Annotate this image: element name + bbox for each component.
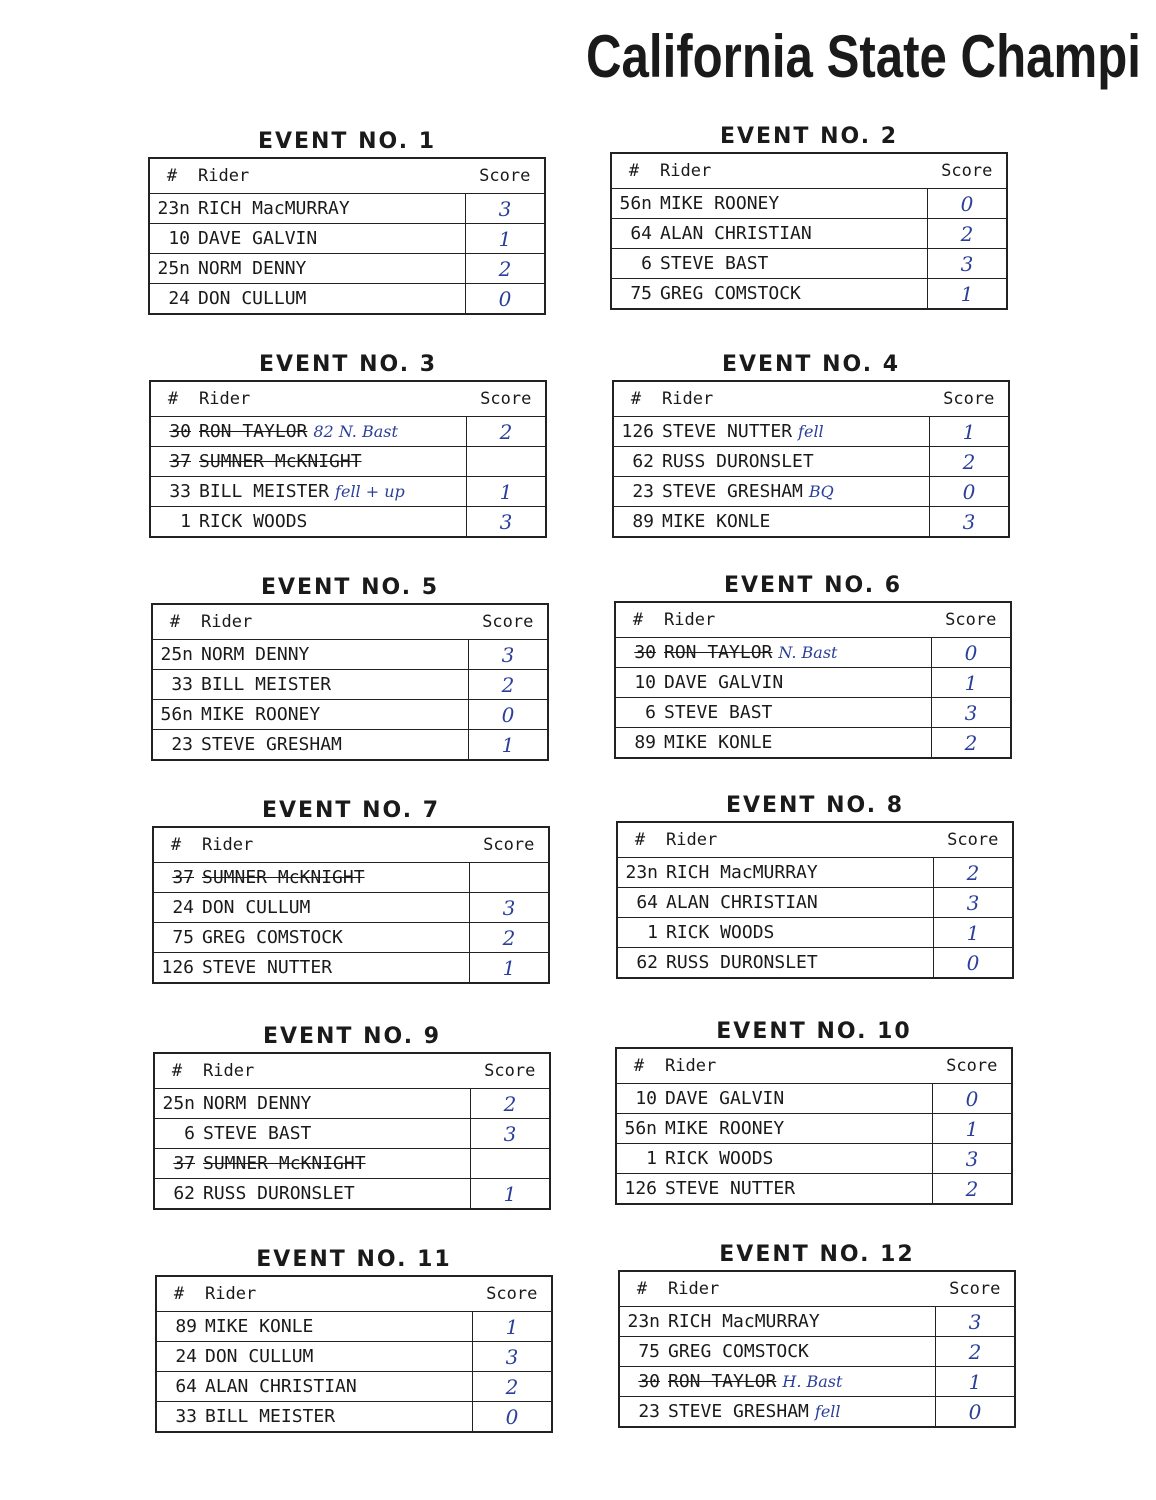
header-num: # [615, 602, 660, 638]
table-row [152, 700, 548, 730]
rider-name: DAVE GALVIN [665, 1088, 785, 1109]
table-header [153, 827, 549, 863]
event-9 [153, 1022, 551, 1210]
rider-number: 64 [630, 223, 652, 244]
rider-number: 23 [638, 1401, 660, 1422]
header-num: # [617, 822, 662, 858]
rider-score: 1 [501, 732, 515, 757]
table-row [613, 417, 1009, 447]
rider-score: 2 [966, 860, 980, 885]
rider-name: DON CULLUM [202, 897, 311, 918]
rider-number: 30 [638, 1371, 660, 1392]
rider-name: ALAN CHRISTIAN [666, 892, 818, 913]
table-row [154, 1149, 550, 1179]
score-table [618, 1270, 1016, 1428]
table-row [619, 1307, 1015, 1337]
rider-name: SUMNER McKNIGHT [202, 867, 365, 888]
rider-score: 3 [965, 1146, 979, 1171]
table-row [149, 284, 545, 315]
rider-number: 30 [169, 421, 191, 442]
table-row [616, 1174, 1012, 1205]
header-score: Score [469, 604, 549, 640]
header-num: # [150, 381, 195, 417]
header-num: # [156, 1276, 201, 1312]
rider-score: 3 [966, 890, 980, 915]
rider-number: 126 [161, 957, 194, 978]
score-table [610, 152, 1008, 310]
header-score: Score [471, 1053, 551, 1089]
rider-score: 2 [968, 1339, 982, 1364]
rider-score: 3 [499, 509, 513, 534]
table-row [619, 1337, 1015, 1367]
table-row [153, 863, 549, 893]
event-title: EVENT NO. 2 [719, 124, 899, 149]
rider-score: 0 [966, 950, 980, 975]
rider-score: 2 [499, 419, 513, 444]
event-title: EVENT NO. 1 [257, 129, 437, 154]
score-table [612, 380, 1010, 538]
rider-name: DAVE GALVIN [198, 228, 318, 249]
score-table [153, 1052, 551, 1210]
table-header [149, 158, 545, 194]
rider-name: STEVE NUTTER [662, 421, 793, 442]
rider-score: 2 [960, 221, 974, 246]
rider-number: 25n [162, 1093, 195, 1114]
rider-name: ALAN CHRISTIAN [205, 1376, 357, 1397]
handwritten-note: N. Bast [778, 643, 838, 662]
rider-score: 2 [964, 730, 978, 755]
rider-number: 6 [184, 1123, 195, 1144]
table-row [150, 447, 546, 477]
header-score: Score [473, 1276, 553, 1312]
event-title: EVENT NO. 5 [260, 575, 440, 600]
table-row [611, 279, 1007, 310]
rider-name: NORM DENNY [198, 258, 307, 279]
rider-score: 3 [968, 1309, 982, 1334]
rider-score: 1 [502, 955, 516, 980]
event-title: EVENT NO. 4 [721, 352, 901, 377]
rider-score: 3 [502, 895, 516, 920]
rider-number: 23n [157, 198, 190, 219]
header-score: Score [932, 602, 1012, 638]
rider-number: 10 [635, 1088, 657, 1109]
rider-number: 62 [636, 952, 658, 973]
table-header [611, 153, 1007, 189]
rider-name: DAVE GALVIN [664, 672, 784, 693]
table-row [617, 918, 1013, 948]
table-row [611, 219, 1007, 249]
rider-name: MIKE KONLE [662, 511, 771, 532]
score-table [151, 603, 549, 761]
rider-name: BILL MEISTER [199, 481, 330, 502]
table-row [611, 249, 1007, 279]
table-row [150, 507, 546, 538]
rider-name: DON CULLUM [198, 288, 307, 309]
rider-score: 2 [502, 925, 516, 950]
event-title: EVENT NO. 11 [256, 1247, 452, 1272]
handwritten-note: H. Bast [782, 1372, 843, 1391]
rider-number: 24 [172, 897, 194, 918]
rider-score: 0 [964, 640, 978, 665]
table-row [153, 893, 549, 923]
table-row [617, 858, 1013, 888]
rider-name: MIKE KONLE [664, 732, 773, 753]
rider-number: 10 [634, 672, 656, 693]
event-12 [618, 1240, 1016, 1428]
rider-score: 2 [962, 449, 976, 474]
rider-name: STEVE BAST [660, 253, 769, 274]
event-title: EVENT NO. 3 [258, 352, 438, 377]
rider-score: 1 [968, 1369, 982, 1394]
event-1 [148, 127, 546, 315]
header-rider: Rider [661, 1048, 933, 1084]
table-header [616, 1048, 1012, 1084]
rider-name: MIKE ROONEY [665, 1118, 785, 1139]
rider-score: 2 [965, 1176, 979, 1201]
rider-name: RON TAYLOR [668, 1371, 777, 1392]
rider-number: 75 [630, 283, 652, 304]
event-4 [612, 350, 1010, 538]
rider-name: STEVE GRESHAM [662, 481, 803, 502]
rider-name: STEVE GRESHAM [201, 734, 342, 755]
rider-name: NORM DENNY [203, 1093, 312, 1114]
score-table [148, 157, 546, 315]
table-row [617, 888, 1013, 918]
table-row [613, 447, 1009, 477]
table-header [154, 1053, 550, 1089]
rider-name: NORM DENNY [201, 644, 310, 665]
rider-number: 37 [169, 451, 191, 472]
rider-name: ALAN CHRISTIAN [660, 223, 812, 244]
rider-score: 2 [505, 1374, 519, 1399]
rider-number: 75 [172, 927, 194, 948]
rider-name: SUMNER McKNIGHT [199, 451, 362, 472]
rider-name: STEVE NUTTER [665, 1178, 796, 1199]
header-rider: Rider [198, 827, 470, 863]
table-row [615, 638, 1011, 668]
rider-number: 56n [624, 1118, 657, 1139]
header-score: Score [467, 381, 547, 417]
rider-score: 3 [503, 1121, 517, 1146]
event-title: EVENT NO. 9 [262, 1024, 442, 1049]
rider-score: 1 [503, 1181, 517, 1206]
table-row [152, 730, 548, 761]
score-table [615, 1047, 1013, 1205]
rider-name: DON CULLUM [205, 1346, 314, 1367]
rider-number: 62 [632, 451, 654, 472]
rider-name: RICH MacMURRAY [666, 862, 818, 883]
table-row [616, 1114, 1012, 1144]
score-table [152, 826, 550, 984]
score-table [614, 601, 1012, 759]
rider-number: 23 [171, 734, 193, 755]
rider-name: RUSS DURONSLET [666, 952, 818, 973]
table-header [617, 822, 1013, 858]
handwritten-note: BQ [808, 482, 834, 501]
rider-name: STEVE BAST [203, 1123, 312, 1144]
event-5 [151, 573, 549, 761]
rider-score: 3 [501, 642, 515, 667]
table-row [150, 417, 546, 447]
rider-score: 0 [962, 479, 976, 504]
rider-number: 37 [172, 867, 194, 888]
rider-number: 23n [625, 862, 658, 883]
table-row [619, 1397, 1015, 1428]
event-2 [610, 122, 1008, 310]
rider-score: 3 [962, 509, 976, 534]
rider-number: 64 [636, 892, 658, 913]
rider-number: 1 [647, 922, 658, 943]
rider-name: MIKE ROONEY [660, 193, 780, 214]
rider-number: 1 [180, 511, 191, 532]
rider-score: 1 [966, 920, 980, 945]
rider-number: 24 [175, 1346, 197, 1367]
rider-score: 2 [503, 1091, 517, 1116]
header-rider: Rider [194, 158, 466, 194]
event-title: EVENT NO. 8 [725, 793, 905, 818]
rider-number: 6 [641, 253, 652, 274]
rider-number: 37 [173, 1153, 195, 1174]
table-row [156, 1402, 552, 1433]
table-row [613, 477, 1009, 507]
table-row [617, 948, 1013, 979]
rider-score: 3 [505, 1344, 519, 1369]
table-row [615, 728, 1011, 759]
rider-score: 0 [965, 1086, 979, 1111]
table-row [153, 923, 549, 953]
header-num: # [619, 1271, 664, 1307]
rider-score: 1 [498, 226, 512, 251]
rider-score: 1 [965, 1116, 979, 1141]
event-6 [614, 571, 1012, 759]
table-row [150, 477, 546, 507]
rider-number: 33 [169, 481, 191, 502]
event-title: EVENT NO. 10 [716, 1019, 912, 1044]
rider-name: RICK WOODS [665, 1148, 774, 1169]
rider-name: RICK WOODS [199, 511, 308, 532]
header-score: Score [470, 827, 550, 863]
score-table [149, 380, 547, 538]
rider-number: 23 [632, 481, 654, 502]
header-rider: Rider [656, 153, 928, 189]
rider-name: RON TAYLOR [199, 421, 308, 442]
event-11 [155, 1245, 553, 1433]
table-row [615, 668, 1011, 698]
table-row [149, 254, 545, 284]
rider-score: 3 [498, 196, 512, 221]
rider-name: STEVE NUTTER [202, 957, 333, 978]
table-row [611, 189, 1007, 219]
header-rider: Rider [199, 1053, 471, 1089]
table-row [149, 194, 545, 224]
header-score: Score [936, 1271, 1016, 1307]
page-title: California State Champi [586, 23, 1141, 90]
rider-name: RUSS DURONSLET [203, 1183, 355, 1204]
rider-number: 56n [160, 704, 193, 725]
handwritten-note: fell + up [335, 482, 405, 501]
rider-score: 0 [498, 286, 512, 311]
rider-number: 24 [168, 288, 190, 309]
rider-number: 89 [634, 732, 656, 753]
score-table [616, 821, 1014, 979]
header-score: Score [933, 1048, 1013, 1084]
rider-score: 1 [962, 419, 976, 444]
handwritten-note: fell [798, 422, 824, 441]
rider-name: RICK WOODS [666, 922, 775, 943]
rider-score: 1 [505, 1314, 519, 1339]
rider-number: 1 [646, 1148, 657, 1169]
table-row [154, 1179, 550, 1210]
handwritten-note: fell [814, 1402, 841, 1421]
rider-number: 30 [634, 642, 656, 663]
header-num: # [616, 1048, 661, 1084]
header-num: # [613, 381, 658, 417]
header-rider: Rider [662, 822, 934, 858]
header-num: # [152, 604, 197, 640]
score-table [155, 1275, 553, 1433]
header-score: Score [930, 381, 1010, 417]
header-rider: Rider [664, 1271, 936, 1307]
rider-number: 10 [168, 228, 190, 249]
rider-name: GREG COMSTOCK [660, 283, 801, 304]
rider-number: 25n [160, 644, 193, 665]
event-8 [616, 791, 1014, 979]
header-score: Score [928, 153, 1008, 189]
table-row [154, 1119, 550, 1149]
rider-name: BILL MEISTER [201, 674, 332, 695]
table-header [613, 381, 1009, 417]
rider-number: 126 [624, 1178, 657, 1199]
header-rider: Rider [201, 1276, 473, 1312]
rider-score: 0 [505, 1404, 519, 1429]
event-title: EVENT NO. 6 [723, 573, 903, 598]
header-rider: Rider [660, 602, 932, 638]
rider-score: 1 [964, 670, 978, 695]
header-num: # [611, 153, 656, 189]
rider-name: RON TAYLOR [664, 642, 773, 663]
header-rider: Rider [197, 604, 469, 640]
handwritten-note: 82 N. Bast [313, 422, 398, 441]
rider-score: 1 [499, 479, 513, 504]
rider-name: BILL MEISTER [205, 1406, 336, 1427]
rider-name: GREG COMSTOCK [668, 1341, 809, 1362]
event-title: EVENT NO. 12 [719, 1242, 915, 1267]
rider-score: 1 [960, 281, 974, 306]
header-score: Score [934, 822, 1014, 858]
rider-name: STEVE GRESHAM [668, 1401, 809, 1422]
rider-score: 0 [968, 1399, 982, 1424]
rider-score: 2 [501, 672, 515, 697]
rider-number: 6 [645, 702, 656, 723]
rider-name: GREG COMSTOCK [202, 927, 343, 948]
rider-score: 0 [960, 191, 974, 216]
table-row [152, 670, 548, 700]
rider-number: 56n [619, 193, 652, 214]
event-10 [615, 1017, 1013, 1205]
rider-number: 33 [175, 1406, 197, 1427]
rider-name: RICH MacMURRAY [668, 1311, 820, 1332]
rider-name: MIKE KONLE [205, 1316, 314, 1337]
event-3 [149, 350, 547, 538]
table-row [152, 640, 548, 670]
header-num: # [154, 1053, 199, 1089]
table-row [153, 953, 549, 984]
header-rider: Rider [195, 381, 467, 417]
header-rider: Rider [658, 381, 930, 417]
event-7 [152, 796, 550, 984]
header-num: # [153, 827, 198, 863]
rider-number: 89 [632, 511, 654, 532]
rider-number: 126 [621, 421, 654, 442]
table-row [613, 507, 1009, 538]
table-row [156, 1342, 552, 1372]
table-row [156, 1312, 552, 1342]
rider-number: 89 [175, 1316, 197, 1337]
rider-number: 75 [638, 1341, 660, 1362]
table-row [615, 698, 1011, 728]
rider-number: 64 [175, 1376, 197, 1397]
header-score: Score [466, 158, 546, 194]
table-header [615, 602, 1011, 638]
table-row [154, 1089, 550, 1119]
table-row [616, 1084, 1012, 1114]
rider-number: 23n [627, 1311, 660, 1332]
rider-name: STEVE BAST [664, 702, 773, 723]
rider-score: 0 [501, 702, 515, 727]
table-header [150, 381, 546, 417]
rider-name: RICH MacMURRAY [198, 198, 350, 219]
table-row [149, 224, 545, 254]
event-title: EVENT NO. 7 [261, 798, 441, 823]
rider-name: SUMNER McKNIGHT [203, 1153, 366, 1174]
table-header [152, 604, 548, 640]
table-header [156, 1276, 552, 1312]
rider-number: 25n [157, 258, 190, 279]
rider-score: 2 [498, 256, 512, 281]
header-num: # [149, 158, 194, 194]
rider-number: 33 [171, 674, 193, 695]
table-header [619, 1271, 1015, 1307]
rider-score: 3 [964, 700, 978, 725]
table-row [616, 1144, 1012, 1174]
table-row [619, 1367, 1015, 1397]
rider-score: 3 [960, 251, 974, 276]
rider-number: 62 [173, 1183, 195, 1204]
rider-name: MIKE ROONEY [201, 704, 321, 725]
table-row [156, 1372, 552, 1402]
rider-name: RUSS DURONSLET [662, 451, 814, 472]
